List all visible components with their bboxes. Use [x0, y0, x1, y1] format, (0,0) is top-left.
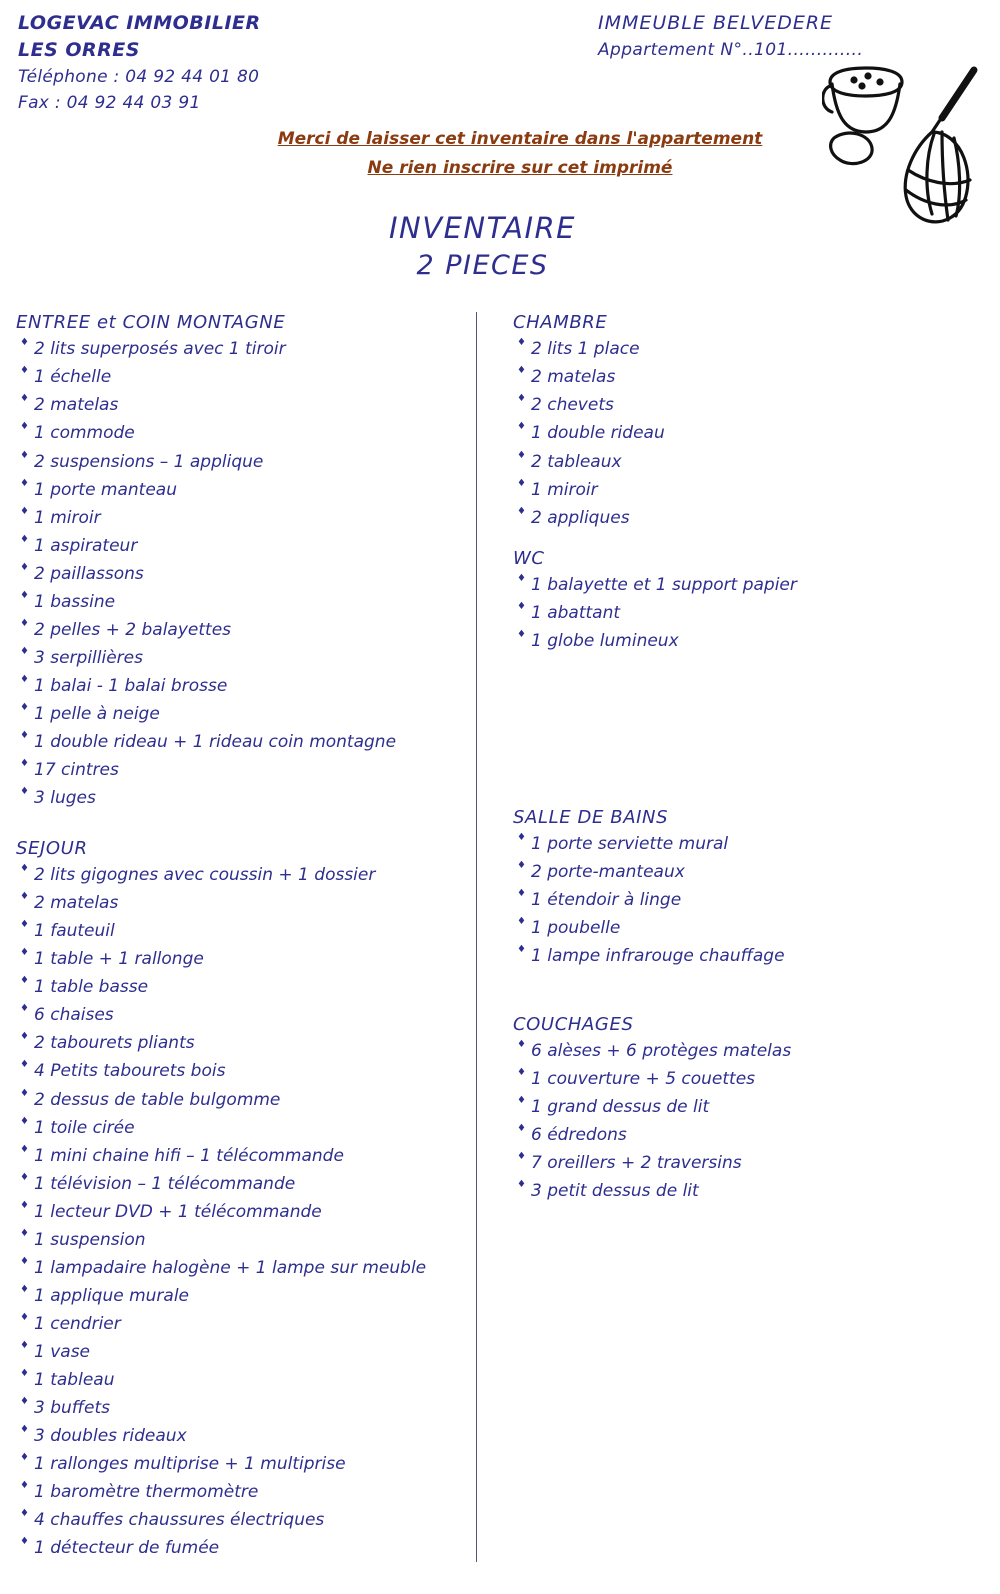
list-item: ♦ 2 suspensions – 1 applique [16, 448, 476, 476]
left-column [0, 312, 476, 1562]
section-title-chambre: CHAMBRE [513, 312, 608, 334]
list-item: ♦ 1 grand dessus de lit [513, 1093, 997, 1121]
list-item: ♦ 1 toile cirée [16, 1114, 476, 1142]
item-list-sejour [16, 861, 476, 1562]
list-item: ♦ 1 table basse [16, 973, 476, 1001]
list-item: ♦ 2 pelles + 2 balayettes [16, 616, 476, 644]
list-item: ♦ 1 table + 1 rallonge [16, 945, 476, 973]
list-item: ♦ 1 miroir [16, 504, 476, 532]
list-item: ♦ 1 pelle à neige [16, 700, 476, 728]
list-item: ♦ 1 aspirateur [16, 532, 476, 560]
section-spacer [513, 970, 997, 1014]
list-item: ♦ 1 lampe infrarouge chauffage [513, 942, 997, 970]
list-item: ♦ 1 applique murale [16, 1282, 476, 1310]
list-item: ♦ 1 étendoir à linge [513, 886, 997, 914]
building-name: IMMEUBLE BELVEDERE [598, 12, 834, 34]
list-item: ♦ 1 poubelle [513, 914, 997, 942]
list-item: ♦ 1 commode [16, 419, 476, 447]
list-item: ♦ 1 bassine [16, 588, 476, 616]
notice-line-2: Ne rien inscrire sur cet imprimé [367, 157, 673, 178]
list-item: ♦ 2 porte-manteaux [513, 858, 997, 886]
list-item: ♦ 1 lecteur DVD + 1 télécommande [16, 1198, 476, 1226]
list-item: ♦ 1 porte serviette mural [513, 830, 997, 858]
section-title-salle-de-bains: SALLE DE BAINS [513, 806, 669, 828]
title-main: INVENTAIRE [388, 210, 577, 245]
list-item: ♦ 3 serpillières [16, 644, 476, 672]
list-item: ♦ 1 balayette et 1 support papier [513, 571, 997, 599]
list-item: ♦ 7 oreillers + 2 traversins [513, 1149, 997, 1177]
agency-fax: Fax : 04 92 44 03 91 [18, 93, 201, 114]
bowl-and-whisk-icon [822, 62, 982, 247]
list-item: ♦ 1 abattant [513, 599, 997, 627]
list-item: ♦ 3 petit dessus de lit [513, 1177, 997, 1205]
section-spacer [513, 532, 997, 548]
list-item: ♦ 2 dessus de table bulgomme [16, 1086, 476, 1114]
list-item: ♦ 3 buffets [16, 1394, 476, 1422]
list-item: ♦ 1 double rideau + 1 rideau coin montagne [16, 728, 476, 756]
list-item: ♦ 6 chaises [16, 1001, 476, 1029]
list-item: ♦ 1 détecteur de fumée [16, 1534, 476, 1562]
list-item: ♦ 1 mini chaine hifi – 1 télécommande [16, 1142, 476, 1170]
list-item: ♦ 1 fauteuil [16, 917, 476, 945]
section-title-entree: ENTREE et COIN MONTAGNE [16, 312, 286, 334]
item-list-wc [513, 571, 997, 655]
list-item: ♦ 6 alèses + 6 protèges matelas [513, 1037, 997, 1065]
list-item: ♦ 2 lits gigognes avec coussin + 1 dossier [16, 861, 476, 889]
list-item: ♦ 2 appliques [513, 504, 997, 532]
apartment-number: Appartement N°..101............. [598, 39, 864, 60]
list-item: ♦ 17 cintres [16, 756, 476, 784]
agency-name: LOGEVAC IMMOBILIER [18, 12, 261, 34]
inventory-columns [0, 312, 1000, 1562]
list-item: ♦ 1 porte manteau [16, 476, 476, 504]
list-item: ♦ 2 lits superposés avec 1 tiroir [16, 335, 476, 363]
notice-line-1: Merci de laisser cet inventaire dans l'appartement [277, 128, 763, 149]
section-title-wc: WC [513, 547, 545, 569]
list-item: ♦ 2 lits 1 place [513, 335, 997, 363]
list-item: ♦ 4 chauffes chaussures électriques [16, 1506, 476, 1534]
list-item: ♦ 2 matelas [16, 889, 476, 917]
list-item: ♦ 2 tabourets pliants [16, 1029, 476, 1057]
item-list-couchages [513, 1037, 997, 1205]
list-item: ♦ 1 baromètre thermomètre [16, 1478, 476, 1506]
list-item: ♦ 2 matelas [513, 363, 997, 391]
list-item: ♦ 6 édredons [513, 1121, 997, 1149]
agency-block [18, 10, 578, 117]
section-title-sejour: SEJOUR [16, 838, 88, 860]
list-item: ♦ 4 Petits tabourets bois [16, 1057, 476, 1085]
agency-city: LES ORRES [18, 38, 140, 61]
list-item: ♦ 1 miroir [513, 476, 997, 504]
list-item: ♦ 1 tableau [16, 1366, 476, 1394]
list-item: ♦ 1 cendrier [16, 1310, 476, 1338]
section-title-couchages: COUCHAGES [513, 1014, 634, 1036]
list-item: ♦ 1 vase [16, 1338, 476, 1366]
item-list-chambre [513, 335, 997, 531]
list-item: ♦ 1 double rideau [513, 419, 997, 447]
list-item: ♦ 1 échelle [16, 363, 476, 391]
right-column [477, 312, 997, 1562]
list-item: ♦ 2 chevets [513, 391, 997, 419]
list-item: ♦ 3 luges [16, 784, 476, 812]
list-item: ♦ 1 couverture + 5 couettes [513, 1065, 997, 1093]
section-spacer [513, 655, 997, 807]
list-item: ♦ 2 matelas [16, 391, 476, 419]
item-list-salle-de-bains [513, 830, 997, 970]
section-spacer [16, 812, 476, 838]
list-item: ♦ 1 lampadaire halogène + 1 lampe sur meuble [16, 1254, 476, 1282]
list-item: ♦ 1 balai - 1 balai brosse [16, 672, 476, 700]
title-sub: 2 PIECES [416, 249, 549, 281]
item-list-entree [16, 335, 476, 812]
list-item: ♦ 1 suspension [16, 1226, 476, 1254]
list-item: ♦ 2 paillassons [16, 560, 476, 588]
agency-phone: Téléphone : 04 92 44 01 80 [18, 66, 260, 87]
list-item: ♦ 1 globe lumineux [513, 627, 997, 655]
list-item: ♦ 2 tableaux [513, 448, 997, 476]
list-item: ♦ 3 doubles rideaux [16, 1422, 476, 1450]
list-item: ♦ 1 télévision – 1 télécommande [16, 1170, 476, 1198]
list-item: ♦ 1 rallonges multiprise + 1 multiprise [16, 1450, 476, 1478]
